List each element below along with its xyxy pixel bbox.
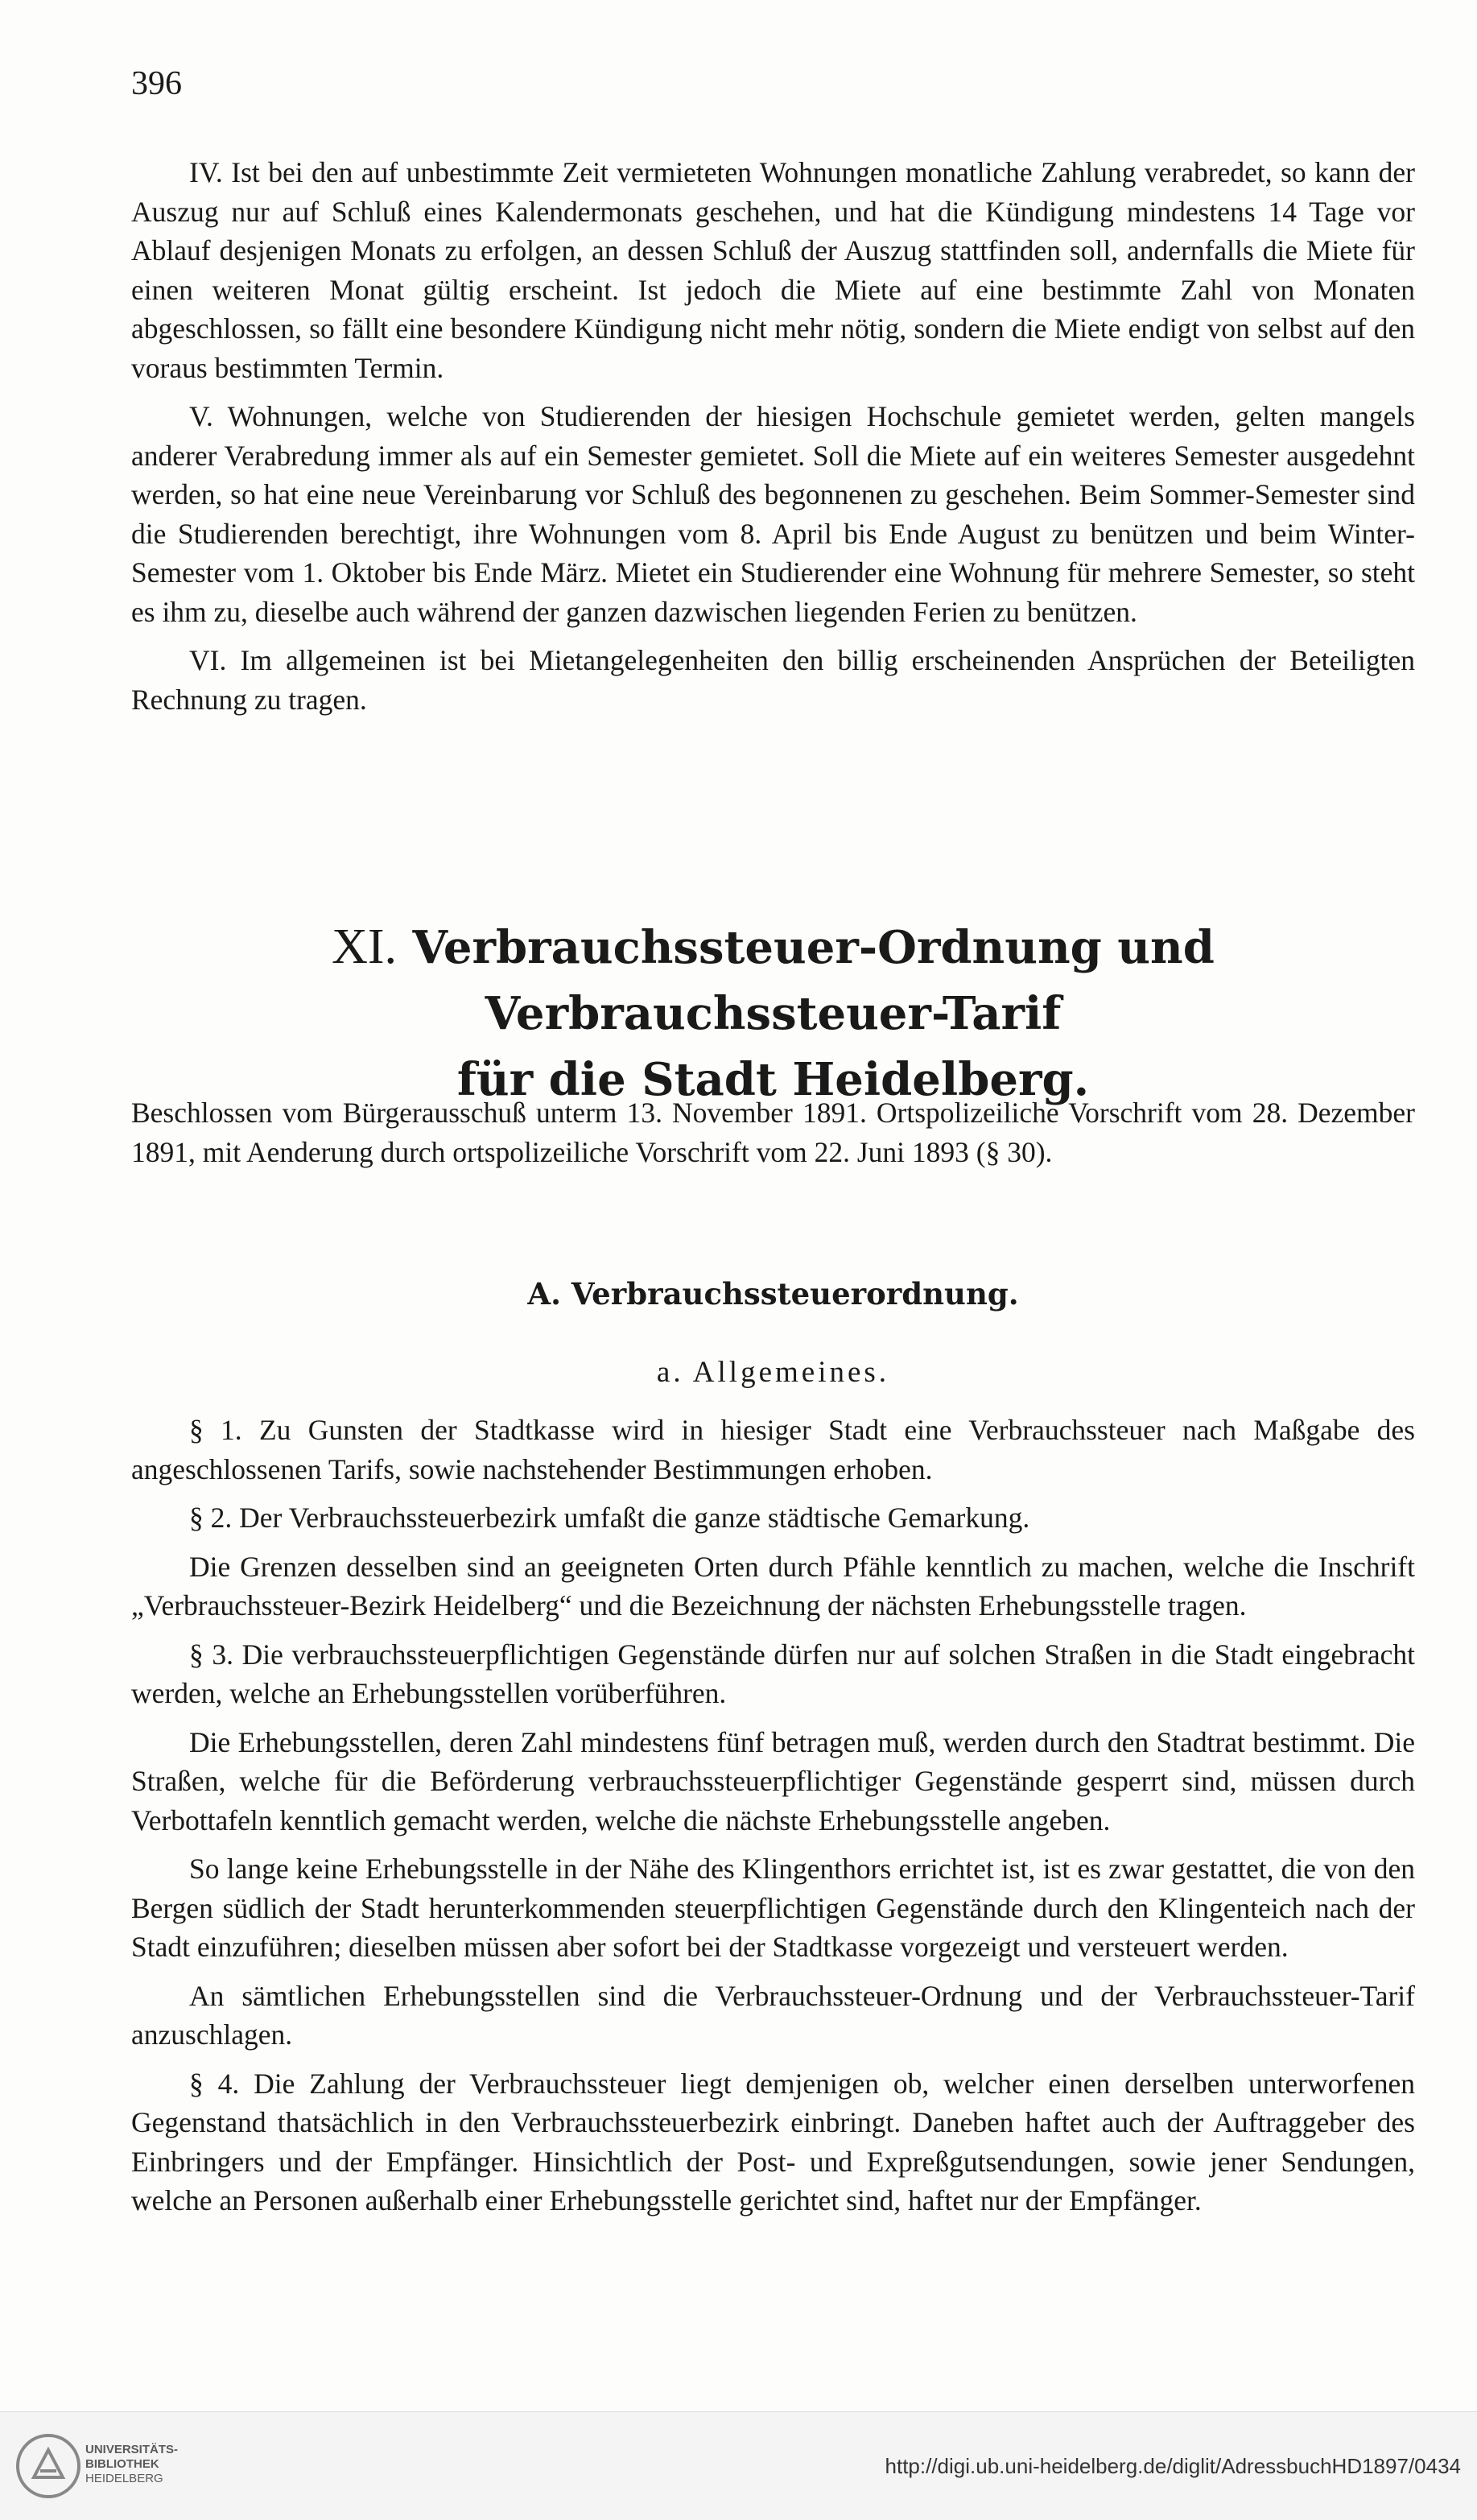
section-title	[131, 914, 1415, 1113]
paragraph-v: V. Wohnungen, welche von Studierenden der hiesigen Hochschule gemietet werden, gelten mangels anderer Verabredung immer als auf ein Semester gemietet. Soll die Miete auf ein weiteres Semester ausgedehnt werden, so hat eine neue Vereinbarung vor Schluß des begonnenen zu geschehen. Beim Sommer-Semester sind die Studierenden berechtigt, ihre Wohnungen vom 8. April bis Ende August zu benützen und beim Winter-Semester vom 1. Oktober bis Ende März. Mietet ein Studierender eine Wohnung für mehrere Semester, so steht es ihm zu, dieselbe auch während der ganzen dazwischen liegenden Ferien zu benützen.	[131, 400, 1415, 628]
subsubheading: a. Allgemeines.	[656, 1356, 890, 1389]
paragraph-s4: § 4. Die Zahlung der Verbrauchssteuer liegt demjenigen ob, welcher einen derselben unterworfenen Gegenstand thatsächlich in den Verbrauchssteuerbezirk einbringt. Daneben haftet auch der Auftraggeber des Einbringers und der Empfänger. Hinsichtlich der Post- und Expreßgutsendungen, sowie jener Sendungen, welche an Personen außerhalb einer Erhebungsstelle gerichtet sind, haftet nur der Empfänger.	[131, 2067, 1415, 2216]
logo-line-2: BIBLIOTHEK	[85, 2457, 159, 2471]
section-title-line1: Verbrauchssteuer-Ordnung und Verbrauchssteuer-Tarif	[412, 921, 1215, 1040]
source-url-link[interactable]: http://digi.ub.uni-heidelberg.de/diglit/AdressbuchHD1897/0434	[885, 2454, 1461, 2478]
paragraph-s3-cont2: So lange keine Erhebungsstelle in der Nähe des Klingenthors errichtet ist, ist es zwar gestattet, die von den Bergen südlich der Stadt herunterkommenden steuerpflichtigen Gegenstände durch den Klingenteich nach der Stadt einzuführen; dieselben müssen aber sofort bei der Stadtkasse vorgezeigt und versteuert werden.	[131, 1853, 1415, 1963]
logo-line-1: UNIVERSITÄTS-	[85, 2443, 179, 2456]
footer-bar	[0, 2411, 1477, 2520]
bottom-paragraphs	[131, 1411, 1415, 2230]
logo-line-3: HEIDELBERG	[85, 2472, 163, 2485]
section-intro: Beschlossen vom Bürgerausschuß unterm 13. November 1891. Ortspolizeiliche Vorschrift vom 28. Dezember 1891, mit Aenderung durch ortspolizeiliche Vorschrift vom 22. Juni 1893 (§ 30).	[131, 1097, 1415, 1168]
section-title-line2: für die Stadt Heidelberg.	[456, 1053, 1090, 1106]
page-number: 396	[131, 65, 182, 102]
paragraph-s2: § 2. Der Verbrauchssteuerbezirk umfaßt die ganze städtische Gemarkung.	[189, 1502, 1030, 1534]
paragraph-s3-cont1: Die Erhebungsstellen, deren Zahl mindestens fünf betragen muß, werden durch den Stadtrat bestimmt. Die Straßen, welche für die Beförderung verbrauchssteuerpflichtiger Gegenstände gesperrt sind, müssen durch Verbottafeln kenntlich gemacht werden, welche die nächste Erhebungsstelle angeben.	[131, 1725, 1415, 1836]
paragraph-s1: § 1. Zu Gunsten der Stadtkasse wird in hiesiger Stadt eine Verbrauchssteuer nach Maßgabe des angeschlossenen Tarifs, sowie nachstehender Bestimmungen erhoben.	[131, 1414, 1415, 1485]
top-paragraphs	[131, 153, 1415, 729]
section-roman: XI.	[332, 919, 398, 974]
paragraph-s2-cont: Die Grenzen desselben sind an geeigneten Orten durch Pfähle kenntlich zu machen, welche die Inschrift „Verbrauchssteuer-Bezirk Heidelberg“ und die Bezeichnung der nächsten Erhebungsstelle tragen.	[131, 1550, 1415, 1621]
paragraph-s3-cont3: An sämtlichen Erhebungsstellen sind die Verbrauchssteuer-Ordnung und der Verbrauchssteuer-Tarif anzuschlagen.	[131, 1979, 1415, 2051]
library-logo-text	[85, 2443, 178, 2486]
university-seal-icon	[14, 2432, 82, 2500]
paragraph-iv: IV. Ist bei den auf unbestimmte Zeit vermieteten Wohnungen monatliche Zahlung verabredet, so kann der Auszug nur auf Schluß eines Kalendermonats geschehen, und hat die Kündigung mindestens 14 Tage vor Ablauf desjenigen Monats zu erfolgen, an dessen Schluß der Auszug stattfinden soll, andernfalls die Miete für einen weiteren Monat gültig erscheint. Ist jedoch die Miete auf eine bestimmte Zahl von Monaten abgeschlossen, so fällt eine besondere Kündigung nicht mehr nötig, sondern die Miete endigt von selbst auf den voraus bestimmten Termin.	[131, 156, 1415, 384]
paragraph-vi: VI. Im allgemeinen ist bei Mietangelegenheiten den billig erscheinenden Ansprüchen der Beteiligten Rechnung zu tragen.	[131, 644, 1415, 716]
paragraph-s3: § 3. Die verbrauchssteuerpflichtigen Gegenstände dürfen nur auf solchen Straßen in die Stadt eingebracht werden, welche an Erhebungsstellen vorüberführen.	[131, 1638, 1415, 1709]
subheading: A. Verbrauchssteuerordnung.	[527, 1276, 1019, 1312]
